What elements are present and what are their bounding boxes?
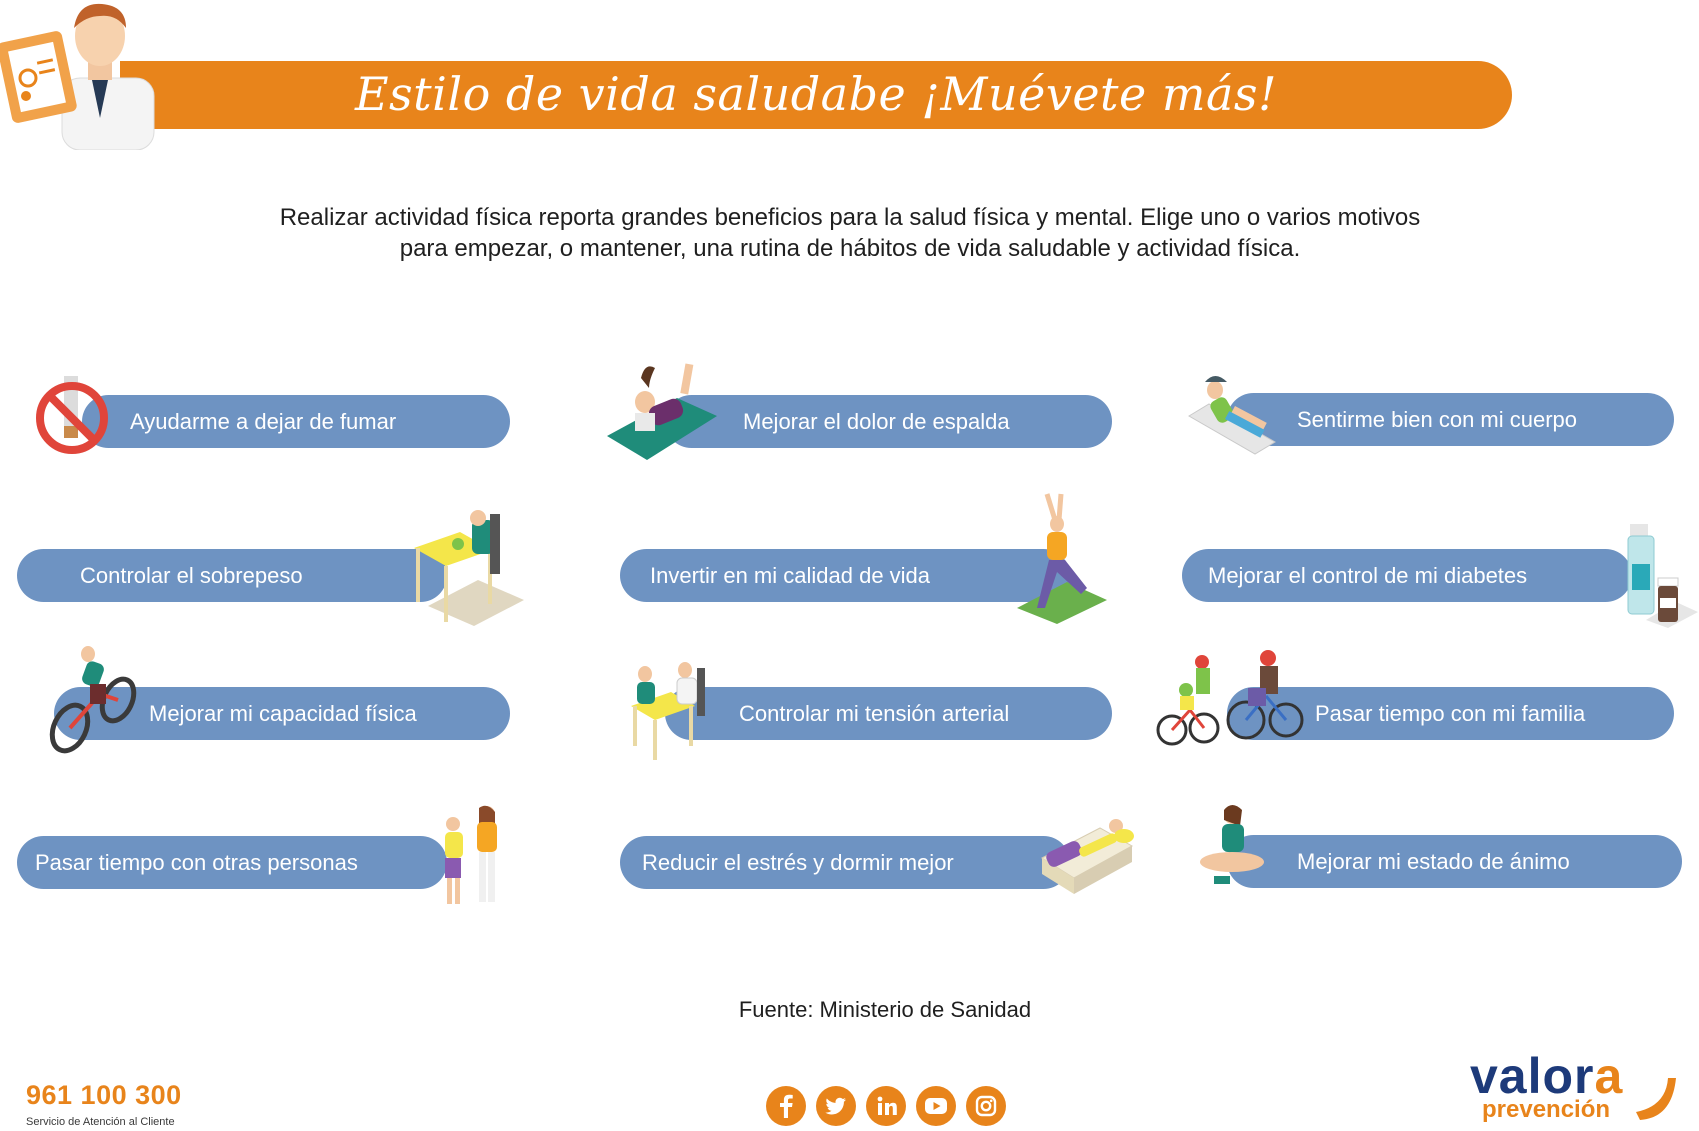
title-banner [120,61,1512,129]
youtube-icon[interactable] [916,1086,956,1126]
no-smoking-icon [38,366,114,462]
motive-label: Ayudarme a dejar de fumar [130,409,397,434]
intro-text [150,202,1550,264]
motive-pill [17,549,447,602]
logo-accent-letter: a [1594,1048,1624,1104]
linkedin-icon[interactable] [866,1086,906,1126]
phone-caption: Servicio de Atención al Cliente [26,1116,175,1128]
sunbed-icon [1185,368,1281,462]
motive-pill [620,549,1070,602]
motive-label: Invertir en mi calidad de vida [650,563,931,588]
motive-label: Pasar tiempo con otras personas [35,850,358,875]
meditation-icon [1192,804,1272,894]
healthy-meal-icon [412,510,527,628]
motive-label: Controlar mi tensión arterial [739,701,1010,726]
friends-walking-icon [435,806,515,910]
cyclist-icon [50,646,136,756]
logo-wordmark: valor [1470,1048,1595,1104]
motive-label: Pasar tiempo con mi familia [1315,701,1586,726]
doctor-consultation-icon [625,662,711,762]
twitter-icon[interactable] [816,1086,856,1126]
motive-label: Sentirme bien con mi cuerpo [1297,407,1578,432]
logo-swoosh-icon [1632,1074,1680,1124]
family-bikes-icon [1156,648,1302,748]
source-note: Fuente: Ministerio de Sanidad [738,997,1032,1022]
motive-pill [1182,549,1632,602]
medicine-bottles-icon [1626,516,1699,630]
motive-label: Mejorar mi estado de ánimo [1297,849,1570,874]
motive-pill [82,395,510,448]
intro-line-2: para empezar, o mantener, una rutina de hábitos de vida saludable y actividad física. [399,235,1301,262]
yoga-pose-icon [1015,490,1111,626]
page-title: Estilo de vida saludabe ¡Muévete más! [354,67,1278,121]
doctor-icon [0,0,160,150]
motive-label: Mejorar el control de mi diabetes [1208,563,1528,588]
instagram-icon[interactable] [966,1086,1006,1126]
motive-label: Mejorar el dolor de espalda [743,409,1010,434]
motive-pill [620,836,1070,889]
bed-sleep-icon [1038,806,1134,898]
motive-pill [1227,393,1674,446]
phone-number[interactable]: 961 100 300 [26,1080,182,1110]
motive-label: Mejorar mi capacidad física [149,701,417,726]
motive-pill [665,687,1112,740]
facebook-icon[interactable] [766,1086,806,1126]
motive-label: Reducir el estrés y dormir mejor [642,850,954,875]
intro-line-1: Realizar actividad física reporta grandes beneficios para la salud física y mental. Elige uno o varios motivos [279,204,1421,231]
motive-label: Controlar el sobrepeso [80,563,303,588]
motive-pill [665,395,1112,448]
logo-subtitle: prevención [1482,1096,1611,1123]
motive-pill [17,836,447,889]
motive-pill [1227,835,1682,888]
yoga-mat-icon [605,358,720,464]
